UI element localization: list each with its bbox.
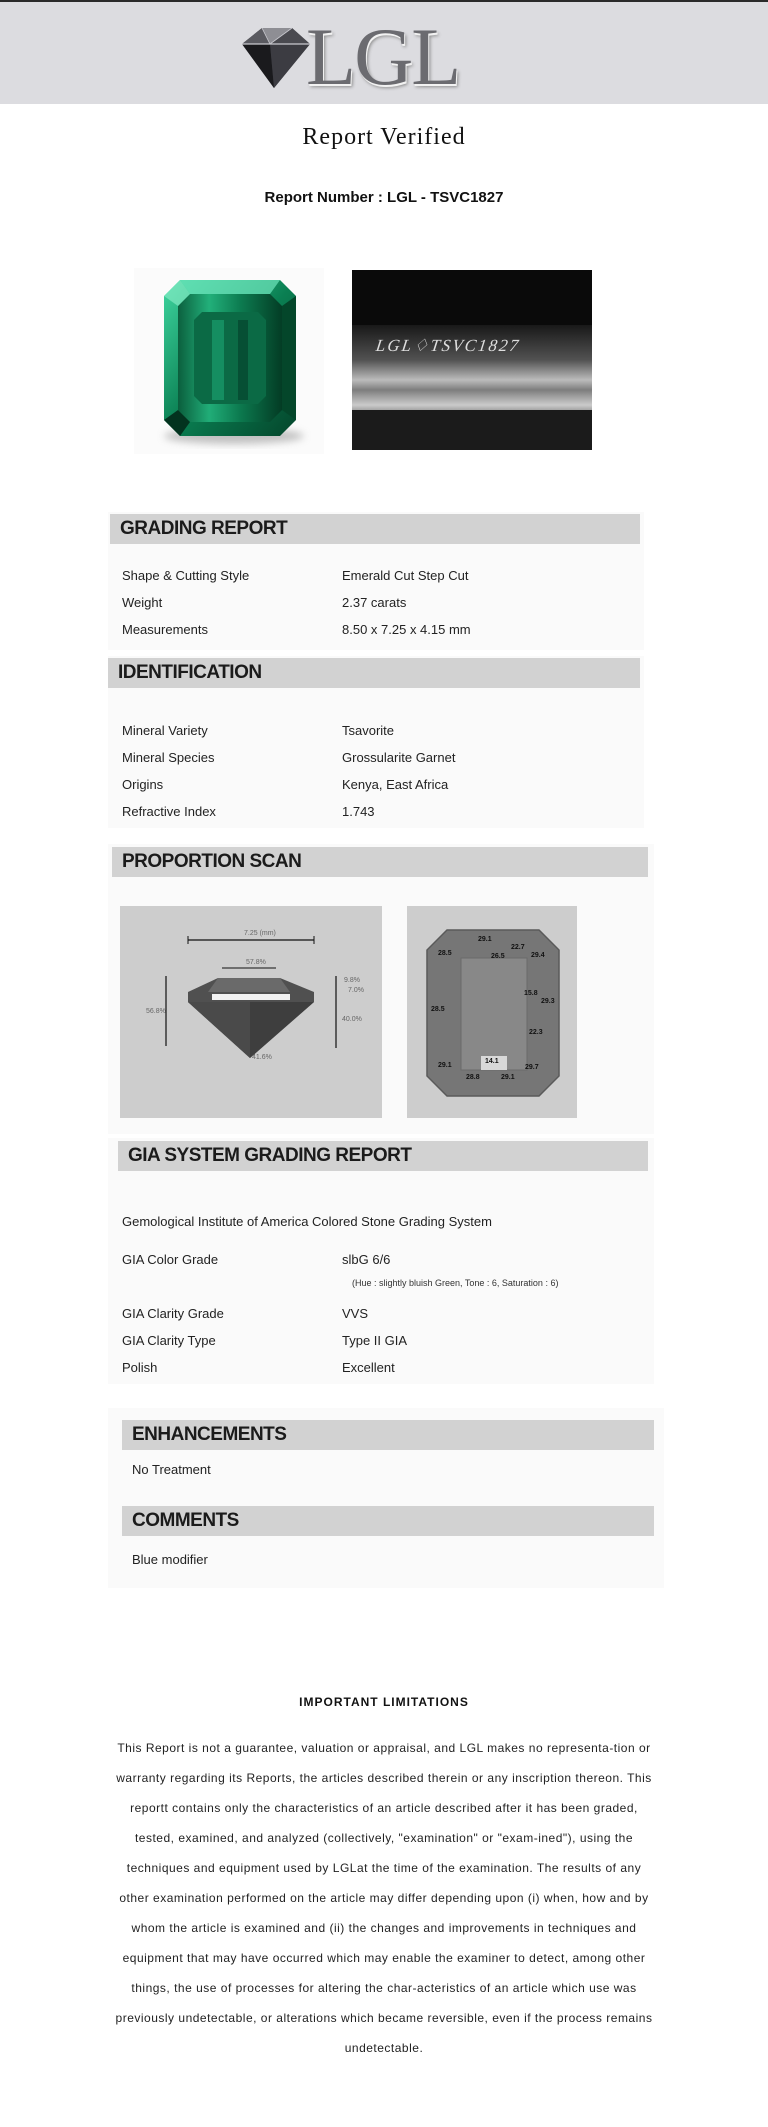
limitations-text: This Report is not a guarantee, valuation or appraisal, and LGL makes no representa-tion or warranty regarding its Reports, the articles described therein or any inscription thereon. This reportt contains only the characteristics of an article described after it has been graded, tested, examined, and analyzed (collectively, "examination" or "exam-ined"), using the techniques and equipment used by LGLat the time of the examination. The results of any other examination performed on the article may differ depending upon (i) when, how and by whom the article is examined and (ii) the changes and improvements in techniques and equipment that may have occurred which may enable the examiner to detect, among other things, the use of processes for altering the char-acteristics of an article which use was previously undetectable, or alterations which became reversible, even if the process remains undetectable. bbox=[115, 1741, 653, 2055]
header-bar bbox=[0, 2, 768, 104]
measurements-label: Measurements bbox=[122, 622, 208, 637]
grading-report-heading: GRADING REPORT bbox=[110, 514, 640, 544]
page-title: Report Verified bbox=[302, 124, 466, 150]
top-label-2: 29.1 bbox=[478, 936, 492, 943]
width-label: 7.25 (mm) bbox=[244, 930, 276, 937]
gia-color-label: GIA Color Grade bbox=[122, 1252, 219, 1267]
logo-text: LGL bbox=[306, 11, 460, 102]
top-label-7: 15.8 bbox=[524, 990, 538, 997]
gia-color-value: slbG 6/6 bbox=[342, 1252, 391, 1267]
top-view-diagram bbox=[407, 906, 577, 1118]
mineral-species-value: Grossularite Garnet bbox=[342, 750, 456, 765]
polish-label: Polish bbox=[122, 1360, 158, 1375]
top-label-4: 22.7 bbox=[511, 944, 525, 951]
gia-clarity-grade-value: VVS bbox=[342, 1306, 369, 1321]
top-label-10: 29.1 bbox=[438, 1062, 452, 1069]
shape-label: Shape & Cutting Style bbox=[122, 568, 250, 583]
top-label-11: 14.1 bbox=[485, 1058, 499, 1065]
measurements-value: 8.50 x 7.25 x 4.15 mm bbox=[342, 622, 471, 637]
top-label-3: 26.5 bbox=[491, 953, 505, 960]
top-label-6: 28.5 bbox=[431, 1006, 445, 1013]
profile-diagram bbox=[120, 906, 382, 1118]
gia-clarity-grade-label: GIA Clarity Grade bbox=[122, 1306, 224, 1321]
crown-height-label: 9.8% bbox=[344, 977, 360, 984]
weight-value: 2.37 carats bbox=[342, 595, 407, 610]
top-label-5: 29.4 bbox=[531, 952, 545, 959]
gem-photo bbox=[134, 268, 324, 454]
polish-value: Excellent bbox=[342, 1360, 395, 1375]
top-label-1: 28.5 bbox=[438, 950, 452, 957]
report-number: Report Number : LGL - TSVC1827 bbox=[264, 189, 504, 206]
enhancements-heading: ENHANCEMENTS bbox=[122, 1420, 654, 1450]
diamond-icon bbox=[232, 22, 312, 92]
gia-clarity-type-value: Type II GIA bbox=[342, 1333, 408, 1348]
shape-value: Emerald Cut Step Cut bbox=[342, 568, 469, 583]
inscription-text: LGL♢TSVC1827 bbox=[374, 336, 522, 355]
top-label-14: 29.1 bbox=[501, 1074, 515, 1081]
table-percent-label: 57.8% bbox=[246, 959, 266, 966]
mineral-variety-label: Mineral Variety bbox=[122, 723, 208, 738]
proportion-scan-heading: PROPORTION SCAN bbox=[112, 847, 648, 877]
gia-clarity-type-label: GIA Clarity Type bbox=[122, 1333, 216, 1348]
refractive-index-label: Refractive Index bbox=[122, 804, 216, 819]
origins-label: Origins bbox=[122, 777, 164, 792]
refractive-index-value: 1.743 bbox=[342, 804, 375, 819]
pavilion-depth-label: 40.0% bbox=[342, 1016, 362, 1023]
gia-heading: GIA SYSTEM GRADING REPORT bbox=[118, 1141, 648, 1171]
limitations-heading: IMPORTANT LIMITATIONS bbox=[299, 1695, 469, 1709]
top-label-9: 22.3 bbox=[529, 1029, 543, 1036]
mineral-species-label: Mineral Species bbox=[122, 750, 215, 765]
gia-system-line: Gemological Institute of America Colored Stone Grading System bbox=[122, 1214, 492, 1229]
top-label-13: 28.8 bbox=[466, 1074, 480, 1081]
pavilion-width-label: 41.6% bbox=[252, 1054, 272, 1061]
top-label-12: 29.7 bbox=[525, 1064, 539, 1071]
weight-label: Weight bbox=[122, 595, 163, 610]
enhancements-text: No Treatment bbox=[132, 1462, 211, 1477]
mineral-variety-value: Tsavorite bbox=[342, 723, 395, 738]
total-depth-label: 56.8% bbox=[146, 1008, 166, 1015]
origins-value: Kenya, East Africa bbox=[342, 777, 449, 792]
gia-color-note: (Hue : slightly bluish Green, Tone : 6, Saturation : 6) bbox=[352, 1278, 559, 1288]
comments-text: Blue modifier bbox=[132, 1552, 208, 1567]
top-label-8: 29.3 bbox=[541, 998, 555, 1005]
girdle-label: 7.0% bbox=[348, 987, 364, 994]
identification-heading: IDENTIFICATION bbox=[108, 658, 640, 688]
inscription-photo bbox=[352, 270, 592, 450]
lgl-logo[interactable] bbox=[232, 11, 492, 102]
comments-heading: COMMENTS bbox=[122, 1506, 654, 1536]
